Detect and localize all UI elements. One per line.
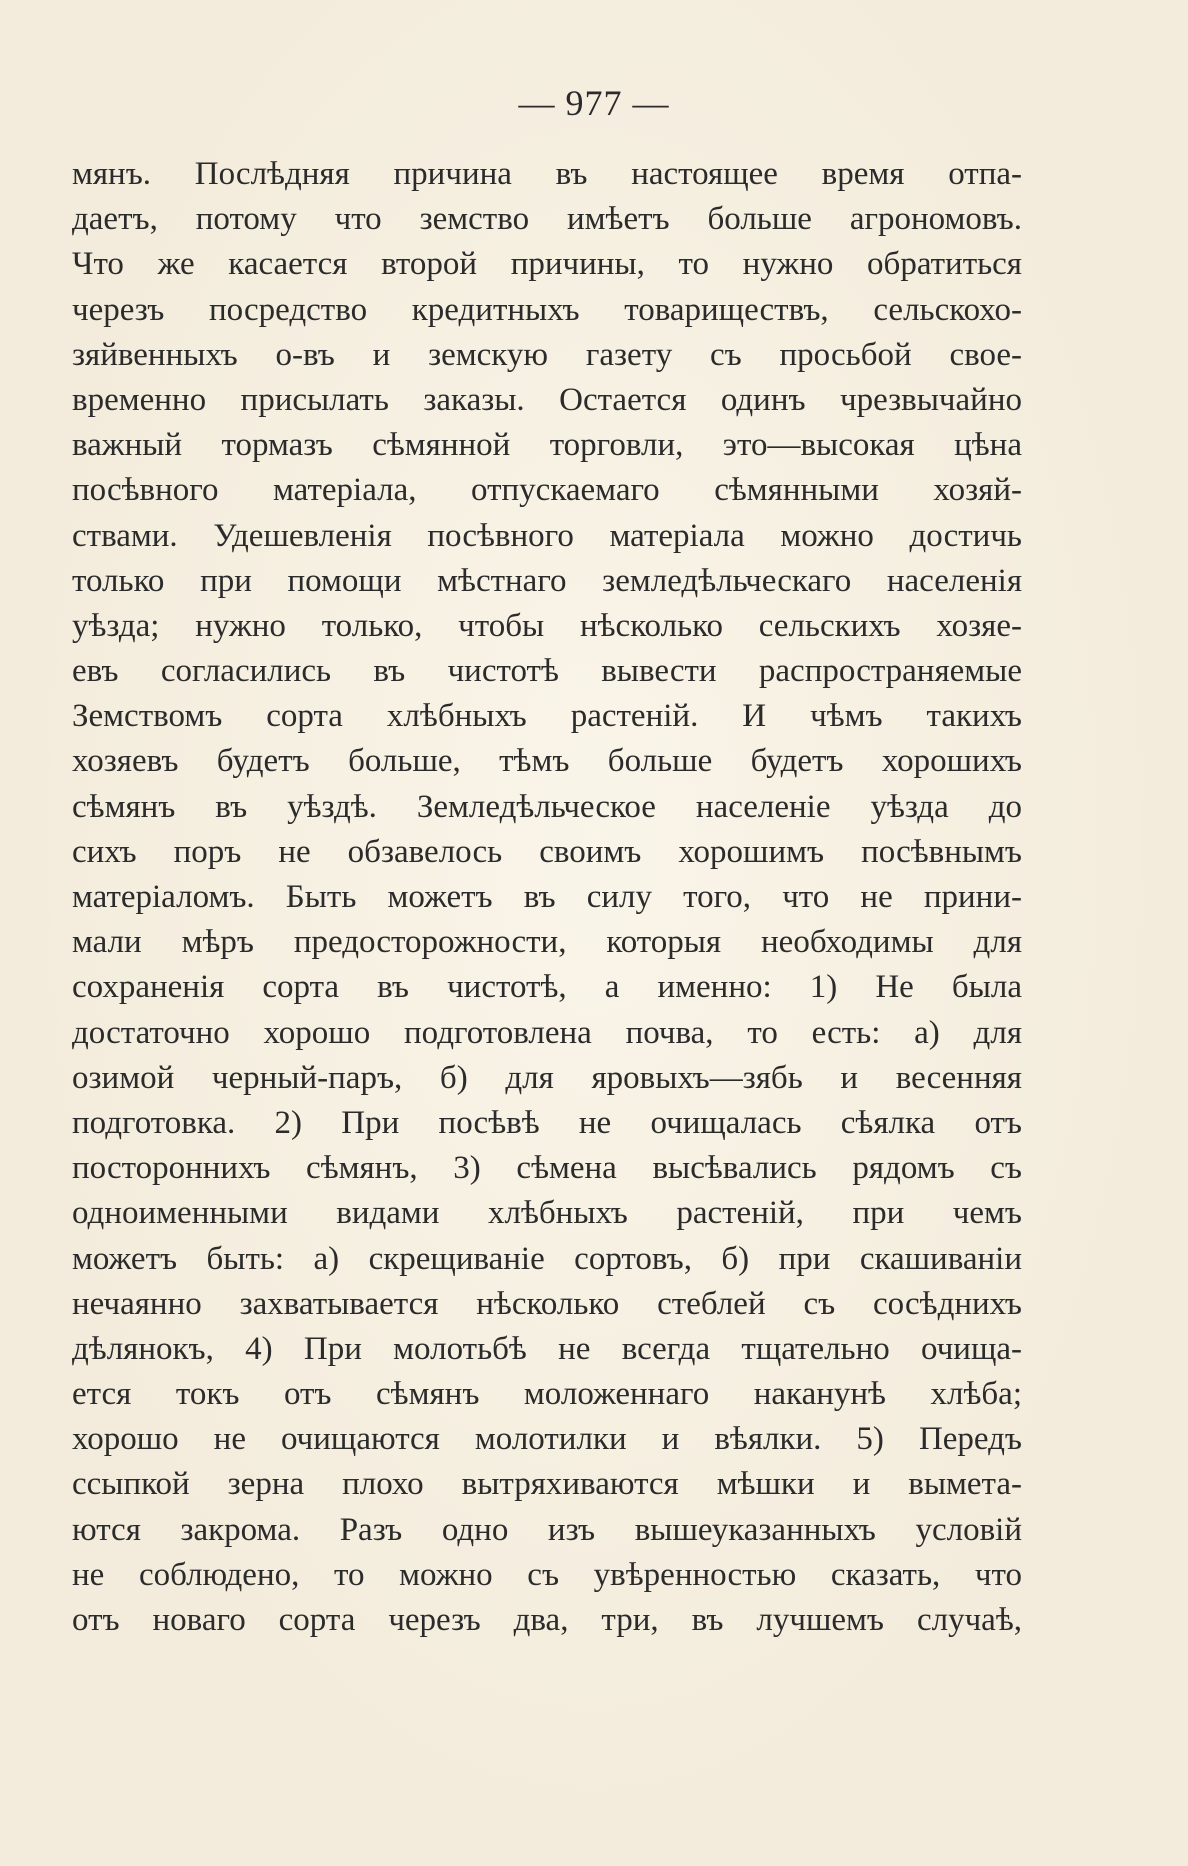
- text-line: дѣлянокъ, 4) При молотьбѣ не всегда тщательно очища-: [72, 1330, 1022, 1367]
- text-line: не соблюдено, то можно съ увѣренностью сказать, что: [72, 1556, 1022, 1593]
- text-line: черезъ посредство кредитныхъ товариществъ, сельскохо-: [72, 291, 1022, 328]
- text-line: сохраненія сорта въ чистотѣ, а именно: 1) Не была: [72, 969, 1022, 1006]
- text-line: временно присылать заказы. Остается одинъ чрезвычайно: [72, 381, 1022, 418]
- text-line: Земствомъ сорта хлѣбныхъ растеній. И чѣмъ такихъ: [72, 698, 1022, 735]
- text-line: матеріаломъ. Быть можетъ въ силу того, что не прини-: [72, 879, 1022, 915]
- body-text: [72, 152, 1022, 1643]
- text-line: мали мѣръ предосторожности, которыя необходимы для: [72, 924, 1022, 961]
- text-line: достаточно хорошо подготовлена почва, то есть: а) для: [72, 1014, 1022, 1051]
- text-line: нечаянно захватывается нѣсколько стеблей съ сосѣднихъ: [72, 1285, 1022, 1322]
- text-line: можетъ быть: а) скрещиваніе сортовъ, б) при скашиваніи: [72, 1240, 1022, 1277]
- text-line: мянъ. Послѣдняя причина въ настоящее время отпа-: [72, 156, 1022, 192]
- text-line: посѣвного матеріала, отпускаемаго сѣмянными хозяй-: [72, 472, 1022, 509]
- text-line: сихъ поръ не обзавелось своимъ хорошимъ посѣвнымъ: [72, 833, 1022, 870]
- text-line: озимой черный-паръ, б) для яровыхъ—зябь и весенняя: [72, 1059, 1022, 1096]
- text-line: ствами. Удешевленія посѣвного матеріала можно достичь: [72, 517, 1022, 554]
- text-line: ется токъ отъ сѣмянъ моложеннаго наканунѣ хлѣба;: [72, 1376, 1022, 1413]
- text-line: только при помощи мѣстнаго земледѣльческаго населенія: [72, 562, 1022, 599]
- text-line: важный тормазъ сѣмянной торговли, это—высокая цѣна: [72, 427, 1022, 464]
- text-line: уѣзда; нужно только, чтобы нѣсколько сельскихъ хозяе-: [72, 607, 1022, 644]
- text-line: Что же касается второй причины, то нужно обратиться: [72, 246, 1022, 283]
- text-line: евъ согласились въ чистотѣ вывести распространяемые: [72, 653, 1022, 690]
- text-line: одноименными видами хлѣбныхъ растеній, при чемъ: [72, 1195, 1022, 1232]
- text-line: ссыпкой зерна плохо вытряхиваются мѣшки и вымета-: [72, 1466, 1022, 1503]
- page-number: — 977 —: [518, 83, 670, 123]
- text-line: подготовка. 2) При посѣвѣ не очищалась сѣялка отъ: [72, 1104, 1022, 1141]
- text-line: хорошо не очищаются молотилки и вѣялки. 5) Передъ: [72, 1421, 1022, 1458]
- text-line: постороннихъ сѣмянъ, 3) сѣмена высѣвались рядомъ съ: [72, 1150, 1022, 1187]
- text-line: хозяевъ будетъ больше, тѣмъ больше будетъ хорошихъ: [72, 743, 1022, 780]
- text-line: даетъ, потому что земство имѣетъ больше агрономовъ.: [72, 201, 1022, 238]
- text-line: ются закрома. Разъ одно изъ вышеуказанныхъ условій: [72, 1511, 1022, 1548]
- text-line: сѣмянъ въ уѣздѣ. Земледѣльческое населеніе уѣзда до: [72, 788, 1022, 825]
- text-line: зяйвенныхъ о-въ и земскую газету съ просьбой свое-: [72, 336, 1022, 373]
- text-line: отъ новаго сорта черезъ два, три, въ лучшемъ случаѣ,: [72, 1602, 1022, 1638]
